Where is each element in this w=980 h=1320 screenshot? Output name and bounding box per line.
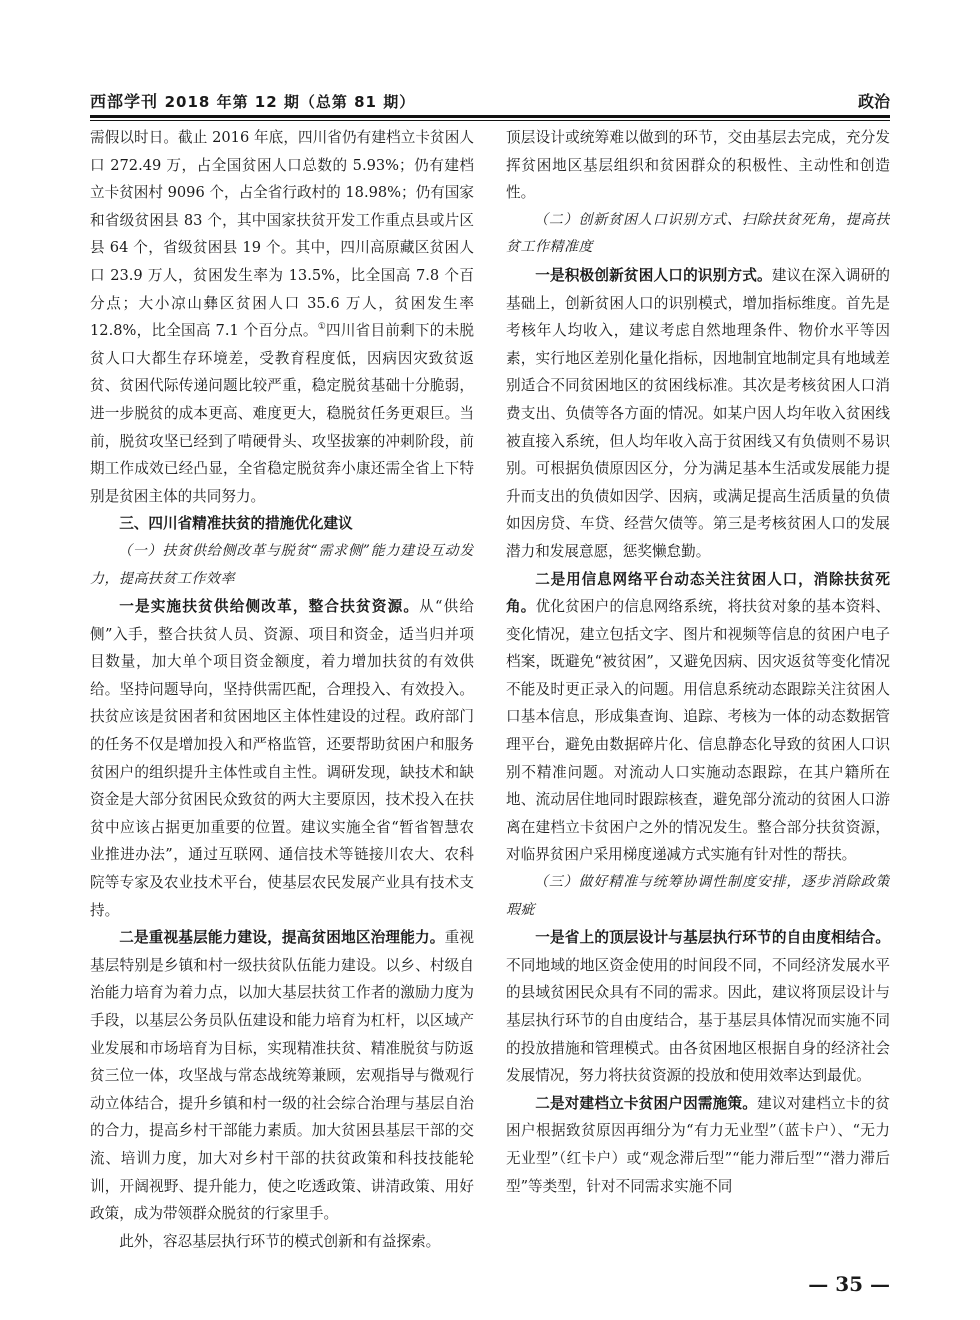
left-column — [90, 124, 474, 1264]
section-heading: 三、四川省精准扶贫的措施优化建议 — [119, 515, 353, 533]
header-rule-thick — [90, 115, 890, 118]
journal-info — [90, 89, 415, 112]
running-header — [90, 84, 890, 112]
subsection-heading: （一）扶贫供给侧改革与脱贫“需求侧”能力建设互动发力，提高扶贫工作效率 — [90, 542, 474, 587]
lead-phrase: 二是对建档立卡贫困户因需施策。 — [535, 1094, 758, 1112]
subsection-heading: （三）做好精准与统筹协调性制度安排，逐步消除政策瑕疵 — [506, 874, 890, 918]
paragraph — [90, 924, 474, 1228]
header-rule-thin — [90, 120, 890, 121]
paragraph-text: 不同地域的地区资金使用的时间段不同，不同经济发展水平的县域贫困民众具有不同的需求。因此，建议将顶层设计与基层执行环节的自由度结合，基于基层具体情况而实施不同的投放措施和管理模式。由各贫困地区根据自身的经济社会发展情况，努力将扶贫资源的投放和使用效率达到最优。 — [506, 956, 890, 1085]
footnote-mark: ① — [317, 322, 327, 333]
paragraph-text: 建议在深入调研的基础上，创新贫困人口的识别模式，增加指标维度。首先是考核年人均收入，建议考虑自然地理条件、物价水平等因素，实行地区差别化量化指标，因地制宜地制定具有地域差别适合不同贫困地区的贫困线标准。其次是考核贫困人口消费支出、负债等各方面的情况。如某户因人均年收入贫困线被直接入系统，但人均年收入高于贫困线又有负债则不易识别。可根据负债原因区分，分为满足基本生活或发展能力提升而支出的负债如因学、因病，或满足提高生活质量的负债如因房贷、车贷、经营欠债等。第三是考核贫困人口的发展潜力和发展意愿，惩奖懒怠勤。 — [506, 266, 890, 560]
paragraph-text: 优化贫困户的信息网络系统，将扶贫对象的基本资料、变化情况，建立包括文字、图片和视频等信息的贫困户电子档案，既避免“被贫困”，又避免因病、因灾返贫等变化情况不能及时更正录入的问题。用信息系统动态跟踪关注贫困人口基本信息，形成集查询、追踪、考核为一体的动态数据管理平台，避免由数据碎片化、信息静态化导致的贫困人口识别不精准问题。对流动人口实施动态跟踪，在其户籍所在地、流动居住地同时跟踪核查，避免部分流动的贫困人口游离在建档立卡贫困户之外的情况发生。整合部分扶贫资源，对临界贫困户采用梯度递减方式实施有针对性的帮扶。 — [506, 598, 890, 864]
section-label: 政治 — [857, 92, 890, 111]
page-number: — 35 — — [808, 1272, 890, 1296]
paragraph — [506, 262, 890, 566]
paragraph-text: 从“供给侧”入手，整合扶贫人员、资源、项目和资金，适当归并项目数量，加大单个项目资金额度，着力增加扶贫的有效供给。坚持问题导向，坚持供需匹配，合理投入、有效投入。扶贫应该是贫困者和贫困地区主体性建设的过程。政府部门的任务不仅是增加投入和严格监管，还要帮助贫困户和服务贫困户的组织提升主体性或自主性。调研发现，缺技术和缺资金是大部分贫困民众致贫的两大主要原因，技术投入在扶贫中应该占据更加重要的位置。建议实施全省“暂省智慧农业推进办法”，通过互联网、通信技术等链接川农大、农科院等专家及农业技术平台，使基层农民发展产业具有技术支持。 — [90, 598, 474, 919]
issue-info: 2018 年第 12 期（总第 81 期） — [164, 93, 416, 111]
lead-phrase: 二是重视基层能力建设，提高贫困地区治理能力。 — [119, 929, 445, 947]
paragraph — [506, 1090, 890, 1200]
paragraph-text: 四川省目前剩下的未脱贫人口大都生存环境差，受教育程度低，因病因灾致贫返贫、贫困代际传递问题比较严重，稳定脱贫基础十分脆弱，进一步脱贫的成本更高、难度更大，稳脱贫任务更艰巨。当前，脱贫攻坚已经到了啃硬骨头、攻坚拔寨的冲刺阶段，前期工作成效已经凸显，全省稳定脱贫奔小康还需全省上下特别是贫困主体的共同努力。 — [90, 322, 474, 505]
paragraph-text: 需假以时日。截止 2016 年底，四川省仍有建档立卡贫困人口 272.49 万，占全国贫困人口总数的 5.93%；仍有建档立卡贫困村 9096 个，占全省行政村的 18.98%；仍有国家和省级贫困县 83 个，其中国家扶贫开发工作重点县或片区县 64 个，省级贫困县 19 个。其中，四川高原藏区贫困人口 23.9 万人，贫困发生率为 13.5%，比全国高 7.8 个百分点；大小凉山彝区贫困人口 35.6 万人，贫困发生率 12.8%，比全国高 7.1 个百分点。 — [90, 129, 474, 340]
paragraph — [506, 566, 890, 870]
article-body — [90, 124, 890, 1264]
paragraph — [90, 593, 474, 924]
lead-phrase: 二是用信息网络平台动态关注贫困人口，消除扶贫死角。 — [506, 570, 890, 616]
paragraph: 此外，容忍基层执行环节的模式创新和有益探索。 — [119, 1232, 441, 1250]
lead-phrase: 一是积极创新贫困人口的识别方式。 — [535, 266, 772, 284]
subsection-heading: （二）创新贫困人口识别方式、扫除扶贫死角，提高扶贫工作精准度 — [506, 211, 890, 256]
paragraph: 顶层设计或统筹难以做到的环节，交由基层去完成，充分发挥贫困地区基层组织和贫困群众的积极性、主动性和创造性。 — [506, 129, 890, 202]
paragraph — [506, 924, 890, 1090]
lead-phrase: 一是实施扶贫供给侧改革，整合扶贫资源。 — [119, 598, 420, 616]
paragraph-text: 建议对建档立卡的贫困户根据致贫原因再细分为“有力无业型”（蓝卡户）、“无力无业型”（红卡户）或“观念滞后型”“能力滞后型”“潜力滞后型”等类型，针对不同需求实施不同 — [506, 1094, 890, 1195]
journal-title: 西部学刊 — [90, 92, 159, 111]
right-column — [506, 124, 890, 1264]
lead-phrase: 一是省上的顶层设计与基层执行环节的自由度相结合。 — [535, 929, 890, 947]
paragraph — [90, 124, 474, 510]
paragraph-text: 重视基层特别是乡镇和村一级扶贫队伍能力建设。以乡、村级自治能力培育为着力点，以加大基层扶贫工作者的激励力度为手段，以基层公务员队伍建设和能力培育为杠杆，以区域产业发展和市场培育为目标，实现精准扶贫、精准脱贫与防返贫三位一体，攻坚战与常态战统筹兼顾，宏观指导与微观行动立体结合，提升乡镇和村一级的社会综合治理与基层自治的合力，提高乡村干部能力素质。加大贫困县基层干部的交流、培训力度，加大对乡村干部的扶贫政策和科技技能轮训，开阔视野、提升能力，使之吃透政策、讲清政策、用好政策，成为带领群众脱贫的行家里手。 — [90, 929, 474, 1223]
